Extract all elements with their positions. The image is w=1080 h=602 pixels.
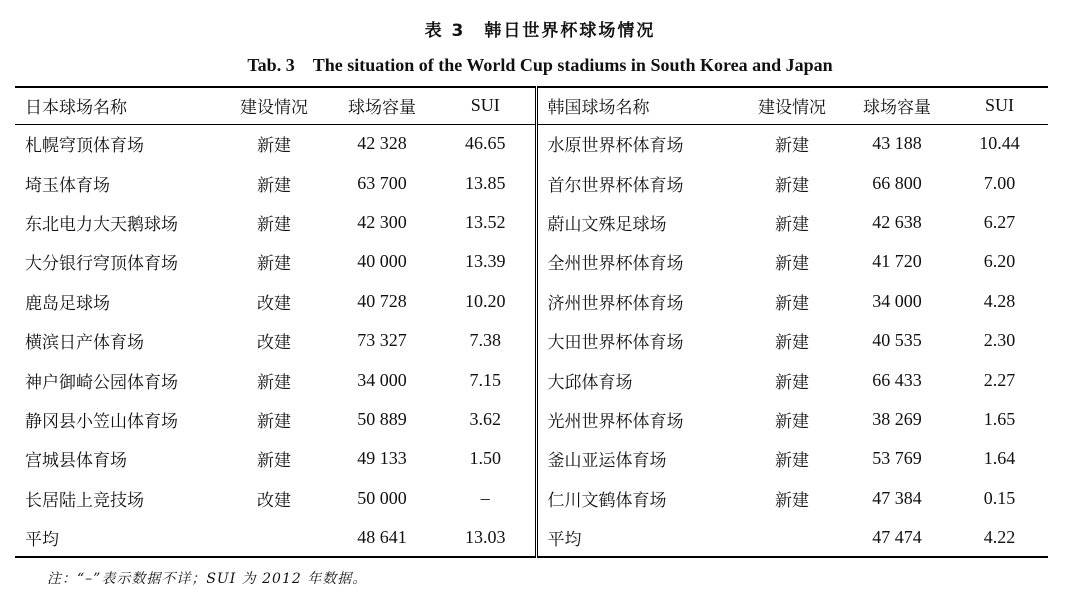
cell-kr-capacity: 34 000 [872, 290, 922, 311]
table-row [15, 400, 1048, 439]
table-row [15, 479, 1048, 518]
table-row [15, 439, 1048, 478]
cell-kr-sui: 1.64 [983, 448, 1016, 469]
header-row [15, 87, 1048, 124]
cell-jp-name: 长居陆上竞技场 [25, 490, 144, 511]
cell-jp-sui: 13.39 [436, 242, 536, 281]
table-row [15, 203, 1048, 242]
cell-kr-sui: 7.00 [983, 172, 1016, 193]
cell-kr-sui: 0.15 [983, 487, 1016, 508]
cell-kr-capacity: 47 384 [872, 487, 922, 508]
cell-jp-sui: 13.03 [436, 518, 536, 557]
table-note: 注：“–”表示数据不详；SUI 为 2012 年数据。 [47, 571, 368, 587]
cell-kr-sui: 6.20 [983, 251, 1016, 272]
header-jp-capacity: 球场容量 [328, 87, 436, 124]
cell-jp-capacity: 42 300 [357, 211, 407, 232]
cell-jp-capacity: 42 328 [357, 133, 407, 154]
cell-jp-build: 改建 [257, 293, 291, 314]
cell-kr-build: 新建 [775, 214, 809, 235]
cell-kr-sui: 10.44 [979, 133, 1020, 154]
header-jp-sui: SUI [436, 87, 536, 124]
cell-kr-build: 新建 [775, 175, 809, 196]
cell-kr-build: 新建 [775, 451, 809, 472]
header-kr-build: 建设情况 [741, 87, 843, 124]
cell-jp-build: 新建 [257, 175, 291, 196]
cell-kr-sui: 4.28 [983, 290, 1016, 311]
cell-kr-capacity: 66 800 [872, 172, 922, 193]
cell-kr-name: 釜山亚运体育场 [547, 451, 667, 472]
cell-jp-capacity: 48 641 [328, 518, 436, 557]
cell-kr-name: 水原世界杯体育场 [547, 136, 684, 157]
table-title-english: Tab. 3 The situation of the World Cup stadiums in South Korea and Japan [247, 55, 833, 75]
stadium-table [15, 86, 1048, 558]
header-kr-name: 韩国球场名称 [536, 87, 741, 124]
cell-jp-build: 新建 [257, 451, 291, 472]
cell-jp-name: 埼玉体育场 [25, 175, 110, 196]
cell-jp-build: 改建 [257, 333, 291, 354]
cell-jp-name: 神户御崎公园体育场 [25, 372, 178, 393]
cell-kr-sui: 2.30 [983, 330, 1016, 351]
cell-kr-sui: 1.65 [983, 408, 1016, 429]
cell-jp-build: 新建 [257, 214, 291, 235]
cell-jp-capacity: 49 133 [357, 448, 407, 469]
cell-jp-sui: 13.85 [436, 163, 536, 202]
cell-jp-capacity: 63 700 [357, 172, 407, 193]
cell-jp-name: 东北电力大天鹅球场 [25, 214, 178, 235]
cell-jp-name: 札幌穹顶体育场 [25, 136, 144, 157]
cell-jp-name: 宫城县体育场 [25, 451, 127, 472]
cell-jp-build: 新建 [257, 136, 291, 157]
cell-kr-build: 新建 [775, 490, 809, 511]
header-kr-sui: SUI [951, 87, 1048, 124]
cell-kr-capacity: 38 269 [872, 408, 922, 429]
header-kr-capacity: 球场容量 [843, 87, 951, 124]
cell-jp-name: 鹿岛足球场 [25, 293, 110, 314]
cell-kr-name: 蔚山文殊足球场 [547, 214, 667, 235]
table-row [15, 282, 1048, 321]
cell-kr-sui: 4.22 [951, 518, 1048, 557]
cell-kr-name: 仁川文鹤体育场 [547, 490, 667, 511]
cell-jp-name: 大分银行穹顶体育场 [25, 254, 178, 275]
cell-kr-capacity: 41 720 [872, 251, 922, 272]
table-row [15, 163, 1048, 202]
cell-kr-build: 新建 [775, 293, 809, 314]
cell-jp-sui: 7.15 [436, 360, 536, 399]
cell-jp-name: 静冈县小笠山体育场 [25, 411, 178, 432]
cell-kr-capacity: 47 474 [843, 518, 951, 557]
cell-kr-build [741, 518, 843, 557]
cell-jp-build: 改建 [257, 490, 291, 511]
cell-jp-capacity: 50 000 [357, 487, 407, 508]
cell-kr-build: 新建 [775, 372, 809, 393]
cell-kr-sui: 6.27 [983, 211, 1016, 232]
cell-kr-name: 首尔世界杯体育场 [547, 175, 684, 196]
cell-jp-capacity: 34 000 [357, 369, 407, 390]
cell-jp-capacity: 40 000 [357, 251, 407, 272]
cell-kr-sui: 2.27 [983, 369, 1016, 390]
cell-jp-sui: 1.50 [436, 439, 536, 478]
cell-kr-build: 新建 [775, 333, 809, 354]
cell-kr-name: 大田世界杯体育场 [547, 333, 684, 354]
table-row [15, 124, 1048, 163]
cell-jp-sui: – [436, 479, 536, 518]
cell-jp-sui: 7.38 [436, 321, 536, 360]
header-jp-name: 日本球场名称 [15, 87, 220, 124]
cell-kr-name: 平均 [536, 518, 741, 557]
cell-kr-capacity: 42 638 [872, 211, 922, 232]
cell-jp-sui: 13.52 [436, 203, 536, 242]
cell-jp-name: 平均 [15, 518, 220, 557]
table-row [15, 242, 1048, 281]
cell-jp-name: 横滨日产体育场 [25, 333, 144, 354]
cell-kr-name: 光州世界杯体育场 [547, 411, 684, 432]
cell-kr-name: 大邱体育场 [547, 372, 633, 393]
cell-kr-name: 全州世界杯体育场 [547, 254, 684, 275]
cell-jp-sui: 3.62 [436, 400, 536, 439]
cell-jp-capacity: 73 327 [357, 330, 407, 351]
cell-jp-sui: 46.65 [436, 124, 536, 163]
cell-jp-capacity: 50 889 [357, 408, 407, 429]
cell-kr-capacity: 53 769 [872, 448, 922, 469]
table-row [15, 360, 1048, 399]
table-row [15, 518, 1048, 557]
cell-kr-build: 新建 [775, 136, 809, 157]
cell-jp-build: 新建 [257, 411, 291, 432]
cell-kr-build: 新建 [775, 254, 809, 275]
table-row [15, 321, 1048, 360]
cell-kr-capacity: 40 535 [872, 330, 922, 351]
cell-jp-build: 新建 [257, 372, 291, 393]
cell-jp-build: 新建 [257, 254, 291, 275]
cell-kr-name: 济州世界杯体育场 [547, 293, 684, 314]
cell-jp-build [220, 518, 328, 557]
cell-kr-capacity: 43 188 [872, 133, 922, 154]
cell-jp-capacity: 40 728 [357, 290, 407, 311]
table-title-chinese: 表 3 韩日世界杯球场情况 [424, 21, 656, 41]
cell-jp-sui: 10.20 [436, 282, 536, 321]
cell-kr-capacity: 66 433 [872, 369, 922, 390]
header-jp-build: 建设情况 [220, 87, 328, 124]
cell-kr-build: 新建 [775, 411, 809, 432]
